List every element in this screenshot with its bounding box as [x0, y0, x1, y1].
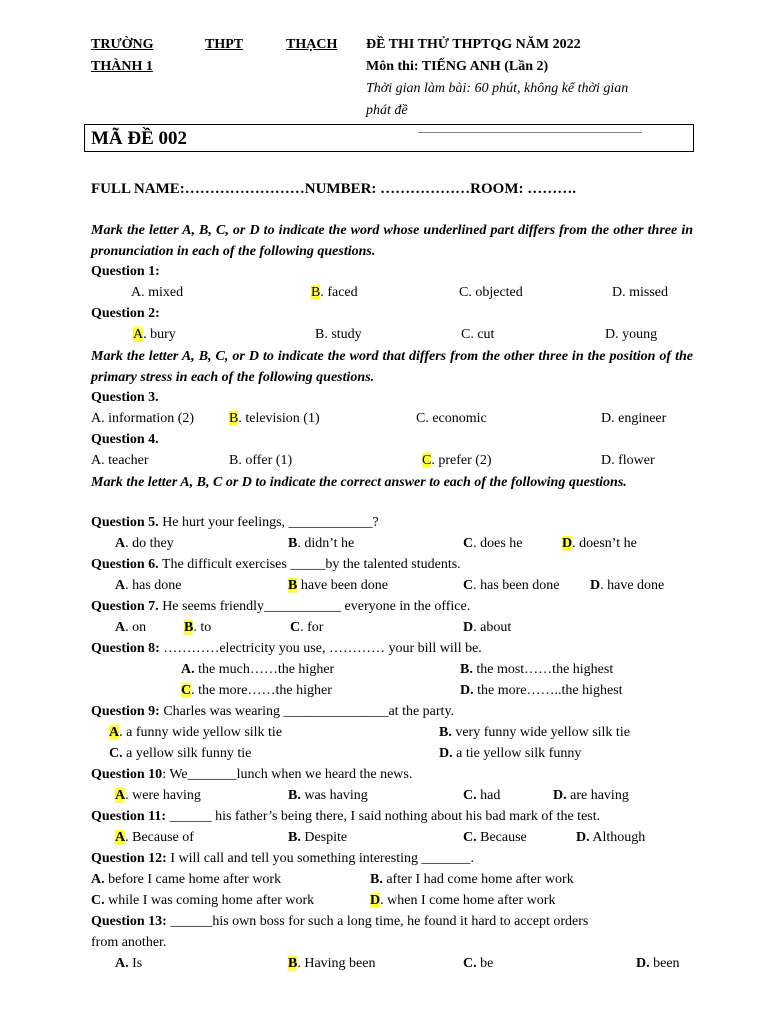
q7-option-d-text: . about	[473, 620, 512, 635]
q13-option-a	[115, 955, 142, 973]
student-info-line: FULL NAME:……………………NUMBER: ………………ROOM: ……….	[91, 181, 576, 197]
exam-time-line1: Thời gian làm bài: 60 phút, không kể thời gian	[366, 81, 629, 96]
q13-option-d	[636, 955, 680, 973]
q6-option-c-text: . has been done	[473, 578, 560, 593]
q12-letter-a: A.	[91, 872, 105, 887]
q9-letter-b: B.	[439, 725, 452, 740]
q1-option-d: D. missed	[612, 285, 668, 300]
q6-option-c	[463, 577, 559, 595]
q11-option-a-text: . Because of	[125, 830, 194, 845]
q1-option-c: C. objected	[459, 285, 523, 300]
question-13-stem-cont: from another.	[91, 935, 167, 950]
instruction-pronunciation: Mark the letter A, B, C, or D to indicate the word whose underlined part differs from the other three in pronunciation in each of the following questions.	[91, 223, 693, 259]
q9-option-b-text: very funny wide yellow silk tie	[451, 725, 630, 740]
question-4-label: Question 4.	[91, 432, 159, 447]
q12-option-c	[91, 892, 314, 910]
q11-option-a	[115, 829, 194, 847]
q11-option-b	[288, 829, 347, 847]
q10-option-d	[553, 787, 629, 805]
q2-option-c: C. cut	[461, 327, 495, 342]
question-11-stem: ______ his father’s being there, I said nothing about his bad mark of the test.	[166, 809, 601, 824]
q7-letter-a: A	[115, 620, 126, 635]
answer-highlight: A	[115, 788, 126, 803]
exam-code: MÃ ĐỀ 002	[91, 128, 188, 149]
q11-letter-c: C.	[463, 830, 477, 845]
q12-option-a	[91, 871, 281, 889]
question-5	[91, 514, 379, 532]
q12-option-d-text: . when I come home after work	[380, 893, 556, 908]
q2-option-a	[133, 326, 176, 344]
question-7-stem: He seems friendly___________ everyone in the office.	[158, 599, 471, 614]
q8-option-b-text: the most……the highest	[472, 662, 614, 677]
q12-option-c-text: while I was coming home after work	[104, 893, 315, 908]
q7-option-b	[184, 619, 211, 637]
q3-option-c: C. economic	[416, 411, 487, 426]
q9-letter-c: C.	[109, 746, 123, 761]
question-7-label: Question 7.	[91, 599, 159, 614]
q13-letter-d: D.	[636, 956, 650, 971]
q7-option-c-text: . for	[300, 620, 324, 635]
question-2-label: Question 2:	[91, 306, 160, 321]
q3-option-b-text: . television (1)	[238, 411, 320, 426]
q4-option-b: B. offer (1)	[229, 453, 293, 468]
q9-option-c-text: a yellow silk funny tie	[122, 746, 252, 761]
q2-option-b: B. study	[315, 327, 362, 342]
q6-letter-a: A	[115, 578, 126, 593]
question-10	[91, 766, 412, 784]
q3-option-a: A. information (2)	[91, 411, 195, 426]
q7-letter-d: D	[463, 620, 474, 635]
q8-option-d-text: the more……..the highest	[473, 683, 623, 698]
school-name-word3: THẠCH	[286, 37, 338, 52]
school-name-word1: TRƯỜNG	[91, 37, 154, 52]
q13-option-c	[463, 955, 493, 973]
answer-highlight: A	[109, 725, 120, 740]
q6-option-d	[590, 577, 664, 595]
q9-letter-d: D.	[439, 746, 453, 761]
q5-option-c	[463, 535, 523, 553]
q13-option-b-text: . Having been	[297, 956, 376, 971]
q3-option-b	[229, 410, 320, 428]
question-10-label: Question 10	[91, 767, 163, 782]
question-8	[91, 640, 482, 658]
q9-option-b	[439, 724, 630, 742]
q10-option-c	[463, 787, 500, 805]
q9-option-c	[109, 745, 251, 763]
q11-letter-b: B.	[288, 830, 301, 845]
answer-highlight: B	[311, 285, 321, 300]
q13-option-c-text: be	[476, 956, 494, 971]
q13-option-b	[288, 955, 376, 973]
q4-option-a: A. teacher	[91, 453, 149, 468]
q4-option-c	[422, 452, 492, 470]
q1-option-b-text: . faced	[320, 285, 358, 300]
q8-option-d	[460, 682, 623, 700]
q10-option-d-text: are having	[566, 788, 629, 803]
q12-option-a-text: before I came home after work	[104, 872, 282, 887]
q10-option-b	[288, 787, 368, 805]
q8-letter-b: B.	[460, 662, 473, 677]
school-name-word2: THPT	[205, 37, 244, 52]
q5-letter-a: A	[115, 536, 126, 551]
q7-option-a-text: . on	[125, 620, 147, 635]
q8-letter-a: A.	[181, 662, 195, 677]
answer-highlight: C	[181, 683, 192, 698]
question-3-label: Question 3.	[91, 390, 159, 405]
q10-letter-c: C.	[463, 788, 477, 803]
q5-option-b-text: . didn’t he	[297, 536, 355, 551]
q6-option-a	[115, 577, 182, 595]
q8-option-a	[181, 661, 334, 679]
q8-option-b	[460, 661, 613, 679]
instruction-correct-answer: Mark the letter A, B, C or D to indicate the correct answer to each of the following questions.	[91, 475, 627, 490]
school-name-line2: THÀNH 1	[91, 59, 153, 74]
question-13-stem: ______his own boss for such a long time, he found it hard to accept orders	[166, 914, 589, 929]
question-1-label: Question 1:	[91, 264, 160, 279]
q11-option-d-text: Although	[589, 830, 646, 845]
q11-option-b-text: Despite	[300, 830, 348, 845]
q9-option-d	[439, 745, 581, 763]
q11-option-c-text: Because	[476, 830, 527, 845]
question-12-stem: I will call and tell you something interesting _______.	[166, 851, 475, 866]
q5-option-d	[562, 535, 637, 553]
q4-option-d: D. flower	[601, 453, 655, 468]
q7-option-a	[115, 619, 146, 637]
q11-letter-d: D.	[576, 830, 590, 845]
q7-option-b-text: . to	[193, 620, 212, 635]
q10-option-a	[115, 787, 201, 805]
q10-option-a-text: . were having	[125, 788, 201, 803]
question-12-label: Question 12:	[91, 851, 167, 866]
q8-option-c	[181, 682, 332, 700]
q1-option-a: A. mixed	[131, 285, 184, 300]
answer-highlight: D	[370, 893, 381, 908]
answer-highlight: B	[184, 620, 194, 635]
question-9	[91, 703, 454, 721]
q1-option-b	[311, 284, 358, 302]
q4-option-c-text: . prefer (2)	[431, 453, 492, 468]
q9-option-a-text: . a funny wide yellow silk tie	[119, 725, 283, 740]
question-6	[91, 556, 461, 574]
question-11	[91, 808, 600, 826]
q12-option-d	[370, 892, 555, 910]
q13-letter-a: A.	[115, 956, 129, 971]
q8-letter-d: D.	[460, 683, 474, 698]
question-7	[91, 598, 470, 616]
q5-letter-b: B	[288, 536, 298, 551]
q6-option-a-text: . has done	[125, 578, 182, 593]
instruction-stress: Mark the letter A, B, C, or D to indicate the word that differs from the other three in the position of the primary stress in each of the following questions.	[91, 349, 693, 385]
question-6-stem: The difficult exercises _____by the talented students.	[158, 557, 461, 572]
answer-highlight: B	[288, 956, 298, 971]
exam-code-divider	[418, 132, 642, 133]
q6-option-d-text: . have done	[600, 578, 665, 593]
q5-letter-c: C	[463, 536, 474, 551]
q9-option-a	[109, 724, 282, 742]
answer-highlight: C	[422, 453, 432, 468]
q2-option-d: D. young	[605, 327, 658, 342]
q8-option-c-text: . the more……the higher	[191, 683, 332, 698]
q5-option-a	[115, 535, 174, 553]
answer-highlight: A	[133, 327, 144, 342]
q11-option-d	[576, 829, 645, 847]
exam-time-line2: phát đề	[366, 103, 408, 118]
q6-option-b	[288, 577, 388, 595]
q9-option-d-text: a tie yellow silk funny	[452, 746, 582, 761]
question-5-label: Question 5.	[91, 515, 159, 530]
question-8-label: Question 8:	[91, 641, 160, 656]
q10-option-c-text: had	[476, 788, 501, 803]
question-11-label: Question 11:	[91, 809, 167, 824]
q10-letter-b: B.	[288, 788, 301, 803]
q10-option-b-text: was having	[300, 788, 368, 803]
question-10-stem: : We_______lunch when we heard the news.	[162, 767, 413, 782]
q13-option-a-text: Is	[128, 956, 143, 971]
question-9-label: Question 9:	[91, 704, 160, 719]
question-13	[91, 913, 588, 931]
q5-option-c-text: . does he	[473, 536, 523, 551]
q8-option-a-text: the much……the higher	[194, 662, 335, 677]
question-12	[91, 850, 474, 868]
answer-highlight: D	[562, 536, 573, 551]
q7-option-d	[463, 619, 511, 637]
question-13-label: Question 13:	[91, 914, 167, 929]
question-9-stem: Charles was wearing _______________at the party.	[159, 704, 455, 719]
q2-option-a-text: . bury	[143, 327, 176, 342]
q12-option-b	[370, 871, 574, 889]
answer-highlight: B	[229, 411, 239, 426]
exam-subject: Môn thi: TIẾNG ANH (Lần 2)	[366, 59, 549, 74]
q13-option-d-text: been	[649, 956, 680, 971]
q7-letter-c: C	[290, 620, 301, 635]
q5-option-b	[288, 535, 354, 553]
q12-letter-b: B.	[370, 872, 383, 887]
q13-letter-c: C.	[463, 956, 477, 971]
q5-option-a-text: . do they	[125, 536, 174, 551]
q11-option-c	[463, 829, 527, 847]
question-5-stem: He hurt your feelings, ____________?	[158, 515, 379, 530]
q6-letter-d: D	[590, 578, 601, 593]
exam-title: ĐỀ THI THỬ THPTQG NĂM 2022	[366, 37, 581, 52]
answer-highlight: A	[115, 830, 126, 845]
q12-letter-c: C.	[91, 893, 105, 908]
question-6-label: Question 6.	[91, 557, 159, 572]
q5-option-d-text: . doesn’t he	[572, 536, 637, 551]
q6-option-b-text: have been done	[297, 578, 388, 593]
question-8-stem: …………electricity you use, ………… your bill will be.	[159, 641, 482, 656]
q7-option-c	[290, 619, 323, 637]
q3-option-d: D. engineer	[601, 411, 667, 426]
q12-option-b-text: after I had come home after work	[382, 872, 574, 887]
answer-highlight: B	[288, 578, 298, 593]
q6-letter-c: C	[463, 578, 474, 593]
q10-letter-d: D.	[553, 788, 567, 803]
